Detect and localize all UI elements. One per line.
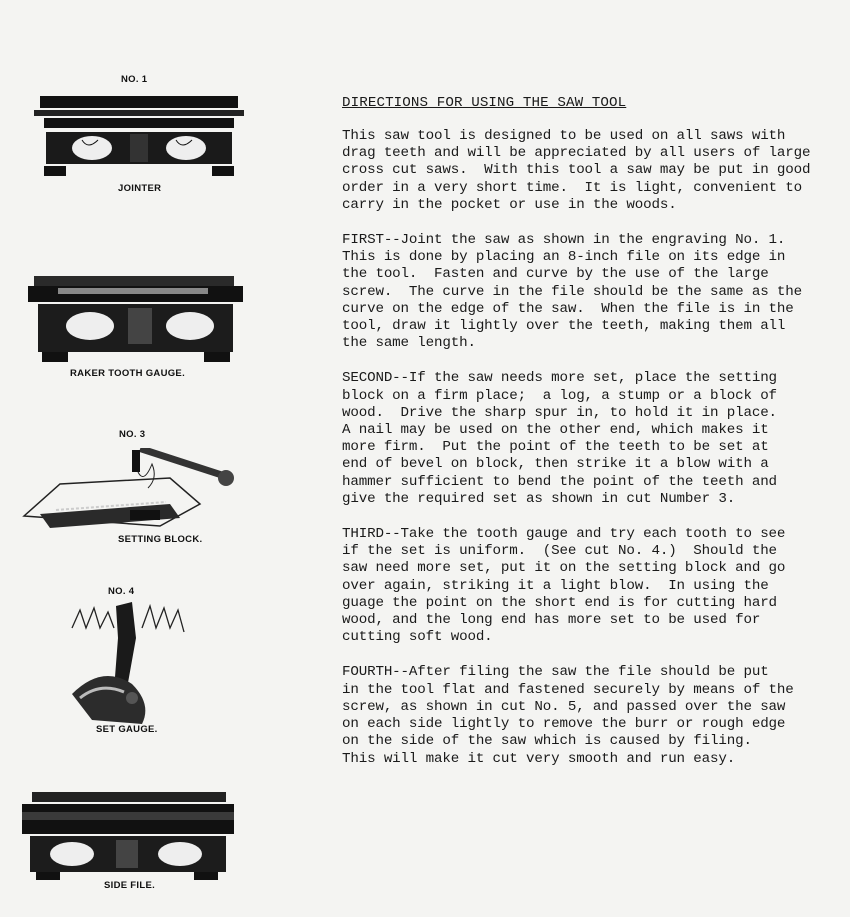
instructions-text [342, 95, 832, 786]
step-first-paragraph: FIRST--Joint the saw as shown in the engraving No. 1. This is done by placing an 8-inch file on its edge in the tool. Fasten and curve by the use of the large screw. The curve in the file should be the same as the curve on the edge of the saw. When the file is in the tool, draw it lightly over the teeth, making them all the same length. [342, 232, 803, 352]
raker-tooth-gauge-illustration [28, 272, 243, 364]
figure-2-caption: RAKER TOOTH GAUGE. [70, 368, 186, 379]
figure-1-caption: JOINTER [118, 183, 162, 194]
figure-3-number: NO. 3 [119, 429, 146, 440]
figure-4-number: NO. 4 [108, 586, 135, 597]
step-fourth-paragraph: FOURTH--After filing the saw the file should be put in the tool flat and fastened securely by means of the screw, as shown in cut No. 5, and passed over the saw on each side lightly to remove the burr or rough edge on the side of the saw which is caused by filing. This will make it cut very smooth and run easy. [342, 664, 794, 767]
figure-3-caption: SETTING BLOCK. [118, 534, 203, 545]
figure-4-caption: SET GAUGE. [96, 724, 158, 735]
jointer-illustration [34, 88, 244, 184]
side-file-illustration [22, 790, 234, 882]
figure-5-caption: SIDE FILE. [104, 880, 156, 891]
step-second-paragraph: SECOND--If the saw needs more set, place the setting block on a firm place; a log, a stump or a block of wood. Drive the sharp spur in, to hold it in place. A nail may be used on the other end, which makes it more firm. Put the point of the teeth to be set at end of bevel on block, then strike it a blow with a hammer sufficient to bend the point of the teeth and give the required set as shown in cut Number 3. [342, 370, 777, 507]
figure-1-number: NO. 1 [121, 74, 148, 85]
step-third-paragraph: THIRD--Take the tooth gauge and try each tooth to see if the set is uniform. (See cut No. 4.) Should the saw need more set, put it on the setting block and go over again, striking it a light blow. In using the guage the point on the short end is for cutting hard wood, and the long end has more set to be used for cutting soft wood. [342, 526, 786, 646]
set-gauge-illustration [52, 598, 212, 726]
document-title: DIRECTIONS FOR USING THE SAW TOOL [342, 95, 627, 111]
intro-paragraph: This saw tool is designed to be used on all saws with drag teeth and will be appreciated by all users of large cross cut saws. With this tool a saw may be put in good order in a very short time. It is light, convenient to carry in the pocket or use in the woods. [342, 128, 811, 213]
setting-block-illustration [20, 448, 240, 534]
